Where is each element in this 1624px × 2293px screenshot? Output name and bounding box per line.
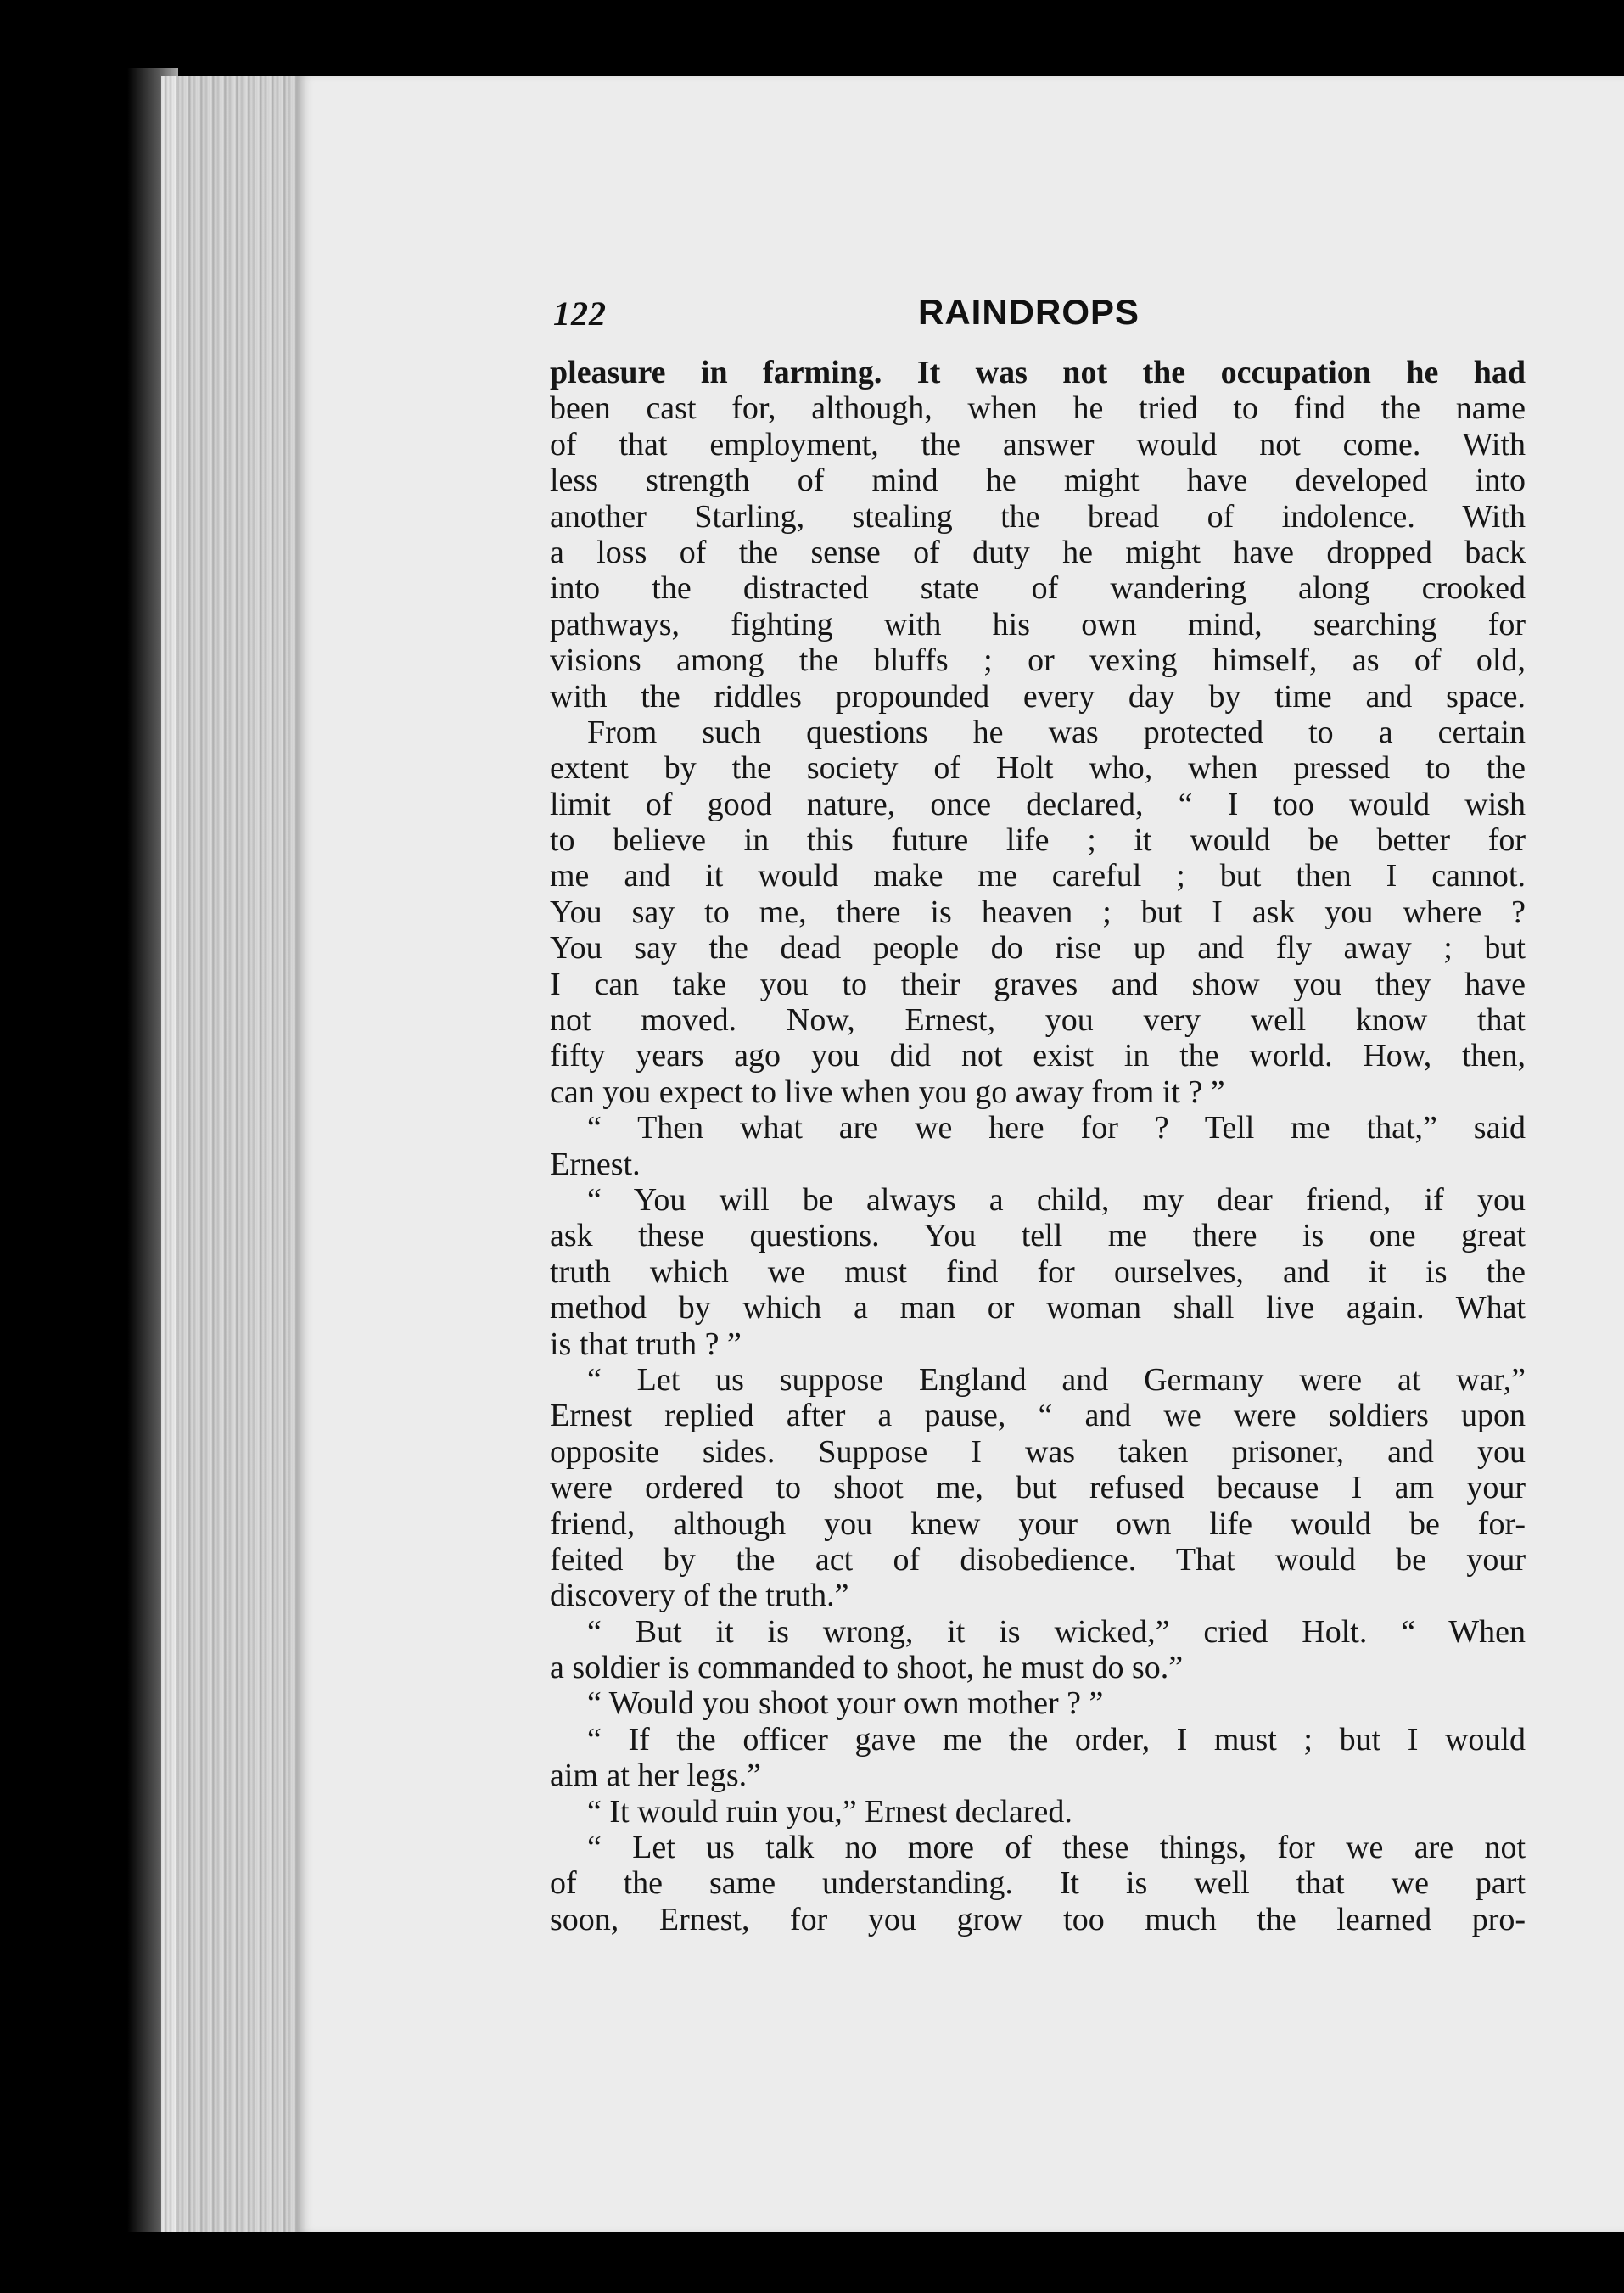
text-line: You say the dead people do rise up and fly away ; but bbox=[550, 930, 1526, 967]
text-line: “ You will be always a child, my dear friend, if you bbox=[587, 1181, 1526, 1218]
text-line: a soldier is commanded to shoot, he must do so.” bbox=[550, 1650, 1184, 1686]
text-line: visions among the bluffs ; or vexing himself, as of old, bbox=[550, 642, 1526, 679]
text-line: Ernest replied after a pause, “ and we were soldiers upon bbox=[550, 1398, 1526, 1434]
text-line: me and it would make me careful ; but then I cannot. bbox=[550, 858, 1526, 894]
text-line: aim at her legs.” bbox=[550, 1758, 762, 1794]
page-header bbox=[553, 285, 1520, 346]
text-line: been cast for, although, when he tried to find the name bbox=[550, 390, 1526, 427]
page-number: 122 bbox=[553, 294, 607, 333]
text-line: of that employment, the answer would not come. With bbox=[550, 426, 1526, 463]
text-line: “ Let us talk no more of these things, for we are not bbox=[587, 1830, 1526, 1866]
text-line: less strength of mind he might have developed into bbox=[550, 463, 1526, 499]
text-line: pleasure in farming. It was not the occupation he had bbox=[550, 355, 1526, 390]
text-line: with the riddles propounded every day by time and space. bbox=[550, 678, 1526, 715]
text-line: feited by the act of disobedience. That would be your bbox=[550, 1541, 1526, 1578]
text-line: pathways, fighting with his own mind, searching for bbox=[550, 606, 1526, 642]
text-line: I can take you to their graves and show you they have bbox=[550, 966, 1526, 1002]
text-line: You say to me, there is heaven ; but I ask you where ? bbox=[550, 894, 1526, 930]
text-line: ask these questions. You tell me there is one great bbox=[550, 1218, 1526, 1254]
text-line: extent by the society of Holt who, when pressed to the bbox=[550, 750, 1526, 787]
text-line: friend, although you knew your own life would be for- bbox=[550, 1505, 1526, 1542]
text-line: soon, Ernest, for you grow too much the learned pro- bbox=[550, 1901, 1526, 1937]
text-line: From such questions he was protected to a certain bbox=[587, 714, 1526, 750]
scan-border-bottom bbox=[119, 2232, 1624, 2293]
text-line: discovery of the truth.” bbox=[550, 1578, 849, 1614]
text-line: “ Would you shoot your own mother ? ” bbox=[587, 1685, 1104, 1722]
text-line: “ If the officer gave me the order, I must ; but I would bbox=[587, 1721, 1526, 1758]
text-line: fifty years ago you did not exist in the world. How, then, bbox=[550, 1038, 1526, 1074]
text-line: “ Let us suppose England and Germany were at war,” bbox=[587, 1361, 1526, 1398]
text-line: can you expect to live when you go away from it ? ” bbox=[550, 1074, 1225, 1110]
text-line: “ Then what are we here for ? Tell me that,” said bbox=[587, 1110, 1526, 1146]
text-line: “ But it is wrong, it is wicked,” cried Holt. “ When bbox=[587, 1613, 1526, 1650]
text-line: were ordered to shoot me, but refused because I am your bbox=[550, 1470, 1526, 1506]
text-line: “ It would ruin you,” Ernest declared. bbox=[587, 1793, 1072, 1830]
running-head: RAINDROPS bbox=[918, 292, 1140, 332]
text-line: not moved. Now, Ernest, you very well know that bbox=[550, 1002, 1526, 1039]
text-line: another Starling, stealing the bread of indolence. With bbox=[550, 498, 1526, 535]
text-line: method by which a man or woman shall live again. What bbox=[550, 1290, 1526, 1326]
text-line: into the distracted state of wandering along crooked bbox=[550, 570, 1526, 607]
text-line: Ernest. bbox=[550, 1146, 641, 1182]
page-edges bbox=[161, 76, 305, 2232]
text-line: truth which we must find for ourselves, and it is the bbox=[550, 1253, 1526, 1290]
text-line: opposite sides. Suppose I was taken prisoner, and you bbox=[550, 1433, 1526, 1470]
text-line: limit of good nature, once declared, “ I too would wish bbox=[550, 786, 1526, 822]
text-line: a loss of the sense of duty he might have dropped back bbox=[550, 534, 1526, 570]
text-line: is that truth ? ” bbox=[550, 1326, 742, 1362]
text-line: of the same understanding. It is well that we part bbox=[550, 1865, 1526, 1902]
text-line: to believe in this future life ; it would be better for bbox=[550, 822, 1526, 859]
body-text bbox=[550, 355, 1526, 1937]
